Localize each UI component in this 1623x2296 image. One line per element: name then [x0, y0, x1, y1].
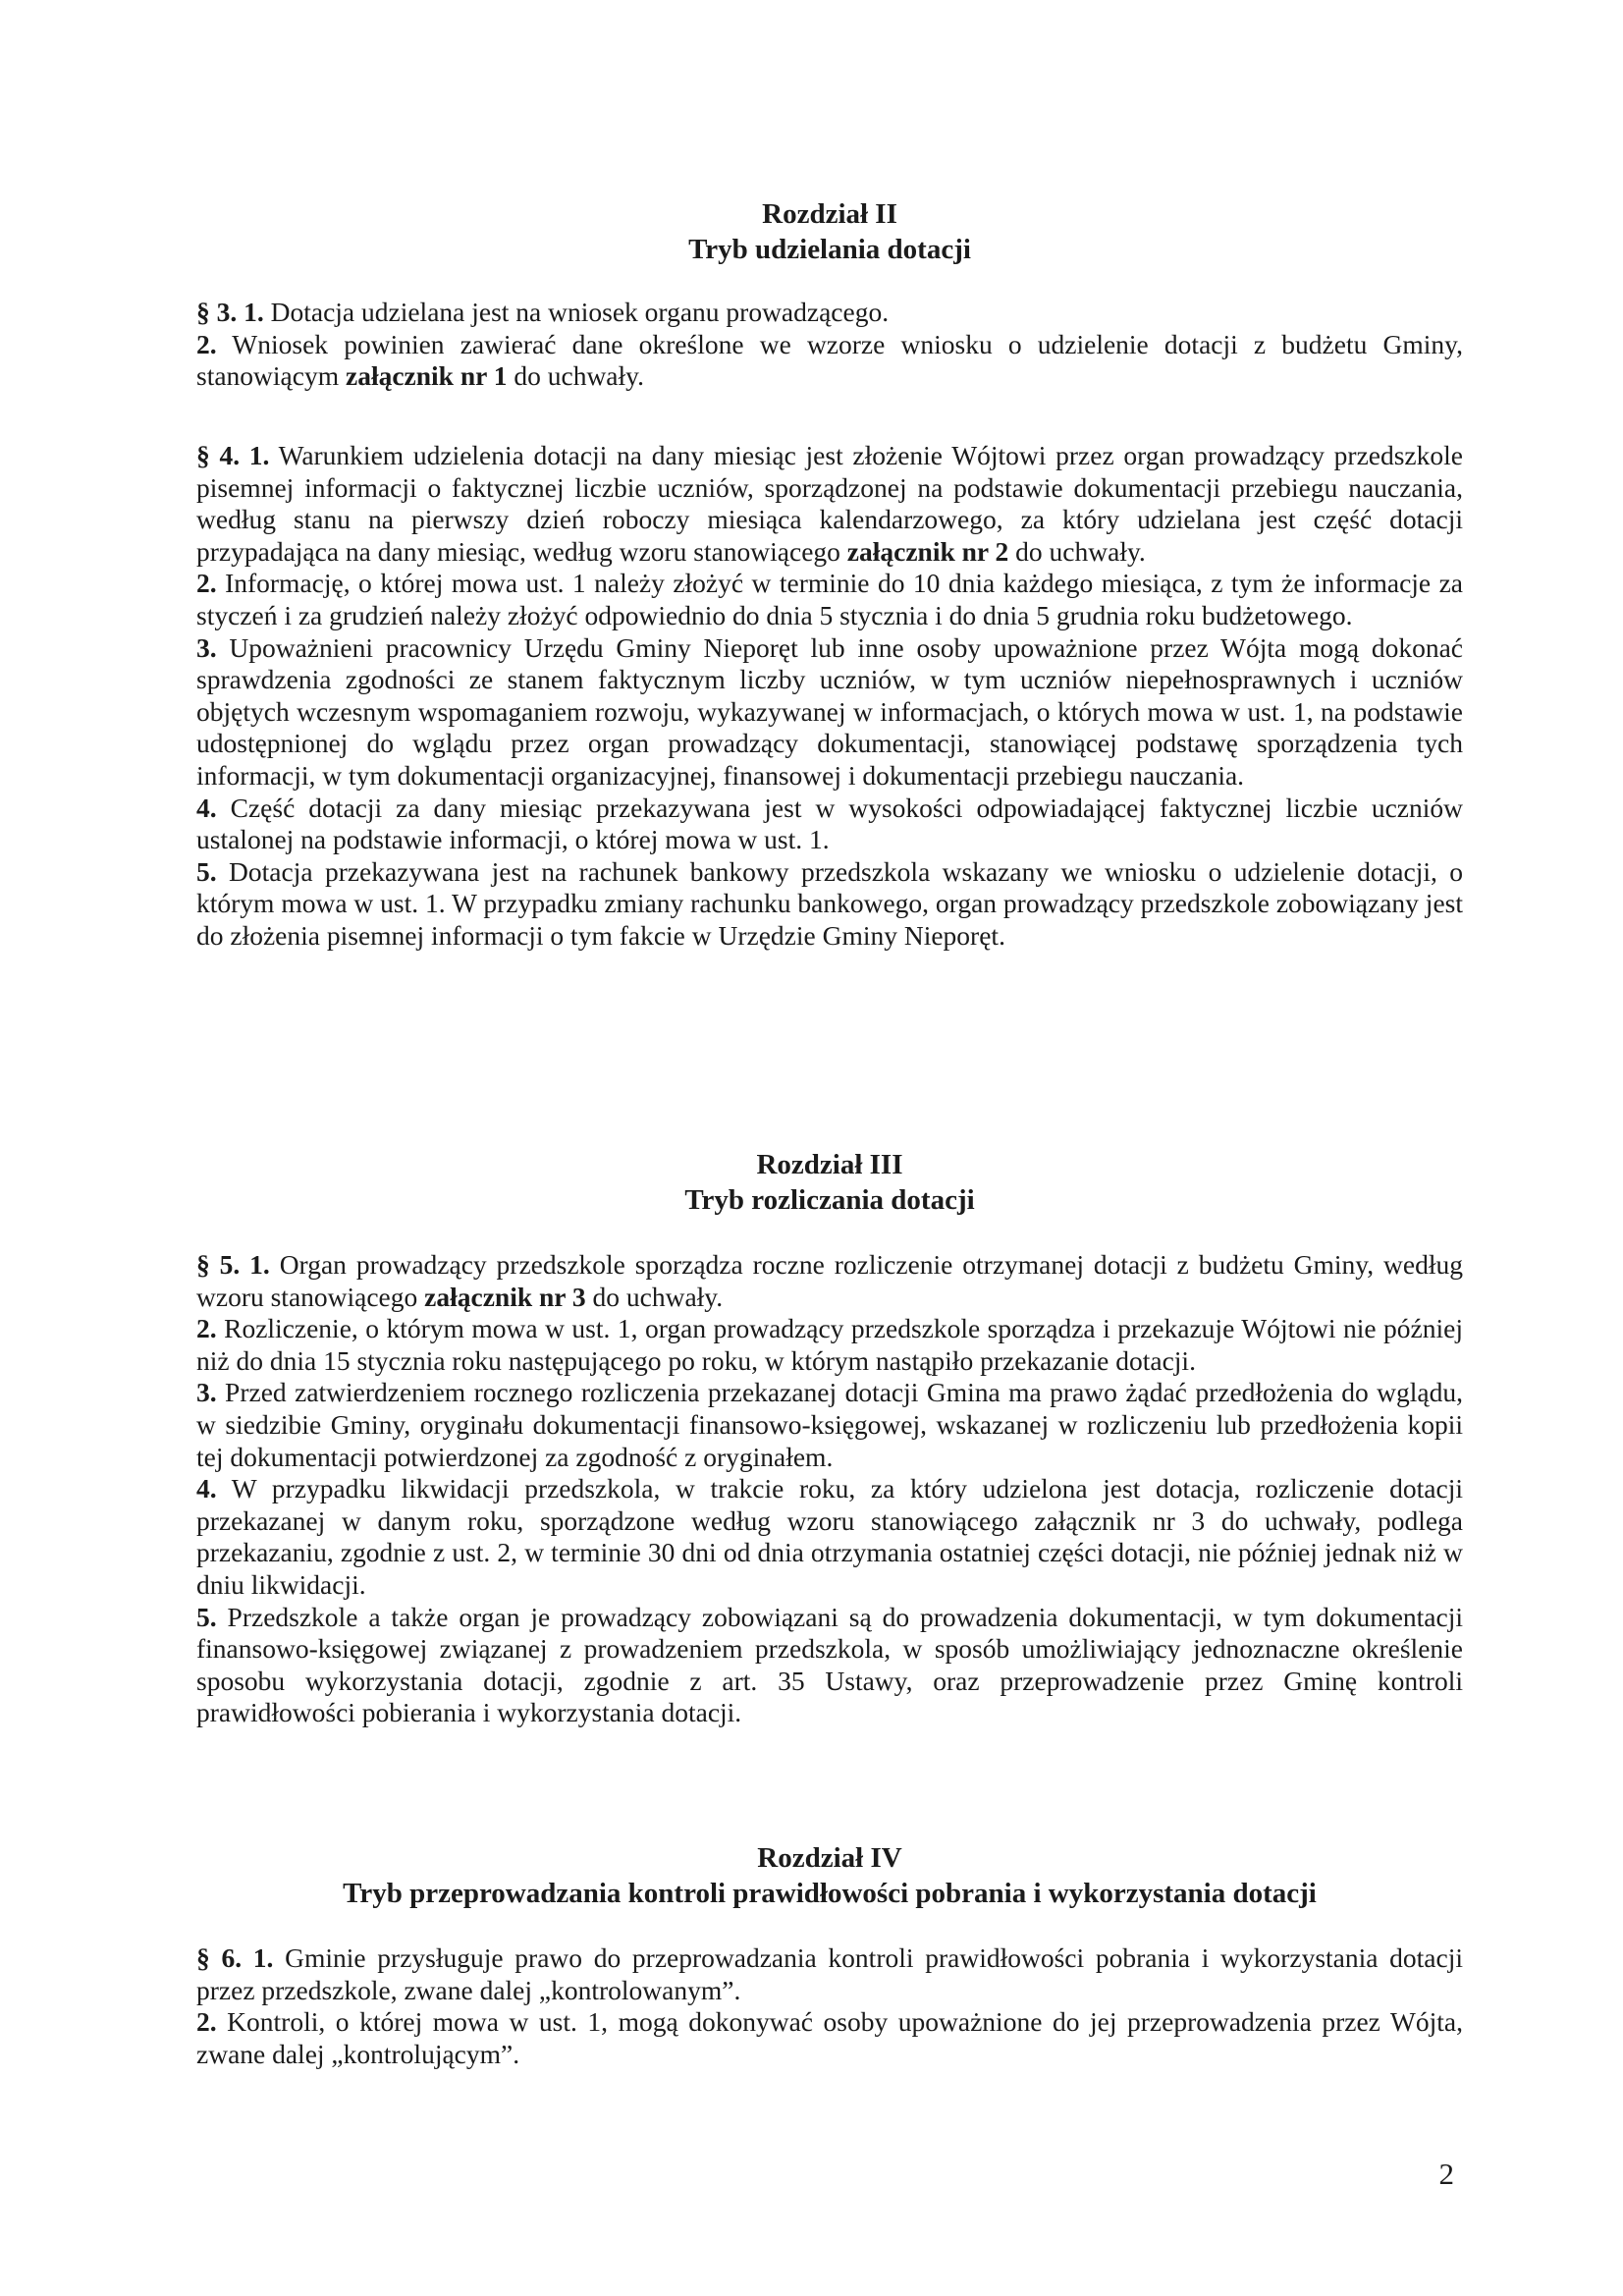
- paragraph: [196, 1377, 1463, 1473]
- paragraph-number: § 3. 1.: [196, 297, 264, 327]
- paragraph: [196, 1249, 1463, 1313]
- chapter-4: [196, 1840, 1463, 1911]
- paragraph-number: 4.: [196, 792, 217, 823]
- paragraph-text: Informację, o której mowa ust. 1 należy złożyć w terminie do 10 dnia każdego miesiąca, z tym że informacje za styczeń i za grudzień należy złożyć odpowiednio do dnia 5 stycznia i do dnia 5 grudnia roku budżetowego.: [196, 568, 1463, 630]
- paragraph: [196, 632, 1463, 793]
- paragraph-number: 4.: [196, 1473, 217, 1504]
- section-5: [196, 1249, 1463, 1729]
- paragraph-number: 2.: [196, 568, 217, 599]
- paragraph-text: Kontroli, o której mowa w ust. 1, mogą dokonywać osoby upoważnione do jej przeprowadzenia przez Wójta, zwane dalej „kontrolującym”.: [196, 2006, 1463, 2069]
- paragraph-number: 3.: [196, 631, 217, 663]
- paragraph-text: Gminie przysługuje prawo do przeprowadzania kontroli prawidłowości pobrania i wykorzystania dotacji przez przedszkole, zwane dalej „kontrolowanym”.: [196, 1942, 1463, 2005]
- paragraph: [196, 793, 1463, 856]
- paragraph: [196, 329, 1463, 393]
- paragraph-number: 5.: [196, 855, 217, 887]
- chapter-header: [196, 196, 1463, 267]
- chapter-header: [196, 1147, 1463, 1218]
- section-3: [196, 297, 1463, 393]
- paragraph-number: 5.: [196, 1601, 217, 1632]
- paragraph: [196, 1942, 1463, 2006]
- paragraph-number: 2.: [196, 1313, 217, 1344]
- paragraph-text-tail: do uchwały.: [585, 1281, 724, 1312]
- paragraph-text: W przypadku likwidacji przedszkola, w trakcie roku, za który udzielona jest dotacja, rozliczenie dotacji przekazanej w danym roku, sporządzone według wzoru stanowiącego załącznik nr 3 do uchwały, podlega przekazaniu, zgodnie z ust. 2, w terminie 30 dni od dnia otrzymania ostatniej części dotacji, nie później jednak niż w dniu likwidacji.: [196, 1473, 1463, 1600]
- attachment-reference: załącznik nr 3: [424, 1281, 586, 1312]
- chapter-title: Tryb rozliczania dotacji: [684, 1184, 975, 1216]
- paragraph: [196, 440, 1463, 568]
- paragraph: [196, 2006, 1463, 2070]
- paragraph: [196, 856, 1463, 953]
- paragraph-number: § 5. 1.: [196, 1249, 270, 1280]
- chapter-heading: Rozdział IV: [757, 1842, 902, 1874]
- paragraph-text: Dotacja przekazywana jest na rachunek bankowy przedszkola wskazany we wniosku o udzielenie dotacji, o którym mowa w ust. 1. W przypadku zmiany rachunku bankowego, organ prowadzący przedszkole zobowiązany jest do złożenia pisemnej informacji o tym fakcie w Urzędzie Gminy Nieporęt.: [196, 855, 1463, 951]
- chapter-header: [196, 1840, 1463, 1911]
- document-page: [196, 0, 1463, 2296]
- chapter-heading: Rozdział III: [756, 1149, 903, 1180]
- attachment-reference: załącznik nr 2: [846, 535, 1009, 567]
- paragraph-text-tail: do uchwały.: [1008, 535, 1146, 567]
- chapter-2: [196, 196, 1463, 267]
- paragraph-text: Dotacja udzielana jest na wniosek organu prowadzącego.: [263, 297, 890, 327]
- paragraph-number: 3.: [196, 1377, 217, 1408]
- paragraph-number: § 4. 1.: [196, 440, 270, 470]
- paragraph: [196, 297, 1463, 329]
- paragraph: [196, 568, 1463, 631]
- chapter-heading: Rozdział II: [762, 198, 897, 230]
- section-4: [196, 440, 1463, 953]
- chapter-title: Tryb przeprowadzania kontroli prawidłowości pobrania i wykorzystania dotacji: [343, 1878, 1317, 1909]
- paragraph: [196, 1473, 1463, 1601]
- paragraph-number: § 6. 1.: [196, 1942, 274, 1973]
- paragraph-text-tail: do uchwały.: [507, 360, 644, 392]
- attachment-reference: załącznik nr 1: [345, 360, 508, 392]
- page-number: 2: [1438, 2157, 1454, 2191]
- chapter-title: Tryb udzielania dotacji: [688, 234, 971, 265]
- chapter-3: [196, 1147, 1463, 1218]
- paragraph-text: Rozliczenie, o którym mowa w ust. 1, organ prowadzący przedszkole sporządza i przekazuje Wójtowi nie później niż do dnia 15 stycznia roku następującego po roku, w którym nastąpiło przekazanie dotacji.: [196, 1313, 1463, 1376]
- paragraph-text: Organ prowadzący przedszkole sporządza roczne rozliczenie otrzymanej dotacji z budżetu Gminy, według wzoru stanowiącego: [196, 1249, 1463, 1312]
- section-6: [196, 1942, 1463, 2070]
- paragraph-number: 2.: [196, 328, 217, 359]
- paragraph-text: Upoważnieni pracownicy Urzędu Gminy Nieporęt lub inne osoby upoważnione przez Wójta mogą dokonać sprawdzenia zgodności ze stanem faktycznym liczby uczniów, w tym uczniów niepełnosprawnych i uczniów objętych wczesnym wspomaganiem rozwoju, wykazywanej w informacjach, o których mowa w ust. 1, na podstawie udostępnionej do wglądu przez organ prowadzący dokumentacji, stanowiącej podstawę sporządzenia tych informacji, w tym dokumentacji organizacyjnej, finansowej i dokumentacji przebiegu nauczania.: [196, 631, 1463, 791]
- paragraph-text: Przed zatwierdzeniem rocznego rozliczenia przekazanej dotacji Gmina ma prawo żądać przedłożenia do wglądu, w siedzibie Gminy, oryginału dokumentacji finansowo-księgowej, wskazanej w rozliczeniu lub przedłożenia kopii tej dokumentacji potwierdzonej za zgodność z oryginałem.: [196, 1377, 1463, 1472]
- paragraph-text: Warunkiem udzielenia dotacji na dany miesiąc jest złożenie Wójtowi przez organ prowadzący przedszkole pisemnej informacji o faktycznej liczbie uczniów, sporządzonej na podstawie dokumentacji przebiegu nauczania, według stanu na pierwszy dzień roboczy miesiąca kalendarzowego, za który udzielana jest część dotacji przypadająca na dany miesiąc, według wzoru stanowiącego: [196, 440, 1463, 567]
- paragraph-text: Przedszkole a także organ je prowadzący zobowiązani są do prowadzenia dokumentacji, w tym dokumentacji finansowo-księgowej związanej z prowadzeniem przedszkola, w sposób umożliwiający jednoznaczne określenie sposobu wykorzystania dotacji, zgodnie z art. 35 Ustawy, oraz przeprowadzenie przez Gminę kontroli prawidłowości pobierania i wykorzystania dotacji.: [196, 1601, 1463, 1728]
- paragraph: [196, 1313, 1463, 1377]
- paragraph-text: Wniosek powinien zawierać dane określone we wzorze wniosku o udzielenie dotacji z budżetu Gminy, stanowiącym: [196, 328, 1463, 392]
- paragraph-number: 2.: [196, 2006, 217, 2038]
- paragraph-text: Część dotacji za dany miesiąc przekazywana jest w wysokości odpowiadającej faktycznej liczbie uczniów ustalonej na podstawie informacji, o której mowa w ust. 1.: [196, 792, 1463, 855]
- paragraph: [196, 1602, 1463, 1729]
